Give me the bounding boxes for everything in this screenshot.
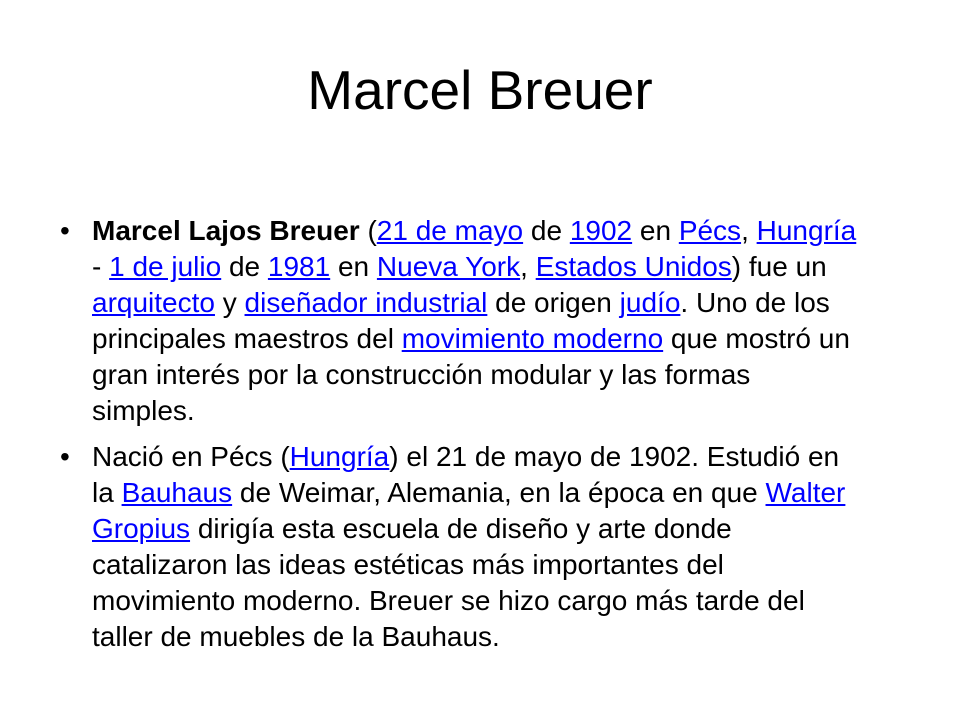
bullet-paragraph-biography xyxy=(60,213,860,429)
text-span: en xyxy=(330,251,377,282)
text-span: ) el 21 de mayo de 1902. Estudió en la xyxy=(92,441,840,508)
text-span: de origen xyxy=(487,287,620,318)
text-span: . Uno de los principales maestros del xyxy=(92,287,830,354)
link-hungria[interactable]: Hungría xyxy=(756,215,857,246)
bullet-icon: • xyxy=(60,215,70,246)
bullet-list xyxy=(60,213,860,655)
link-1902[interactable]: 1902 xyxy=(569,215,633,246)
text-span: y xyxy=(214,287,245,318)
link-1-de-julio[interactable]: 1 de julio xyxy=(109,251,222,282)
text-span: que mostró un gran interés por la construcción modular y las formas simples. xyxy=(92,323,850,426)
text-span: - xyxy=(92,251,110,282)
text-span: , xyxy=(741,215,757,246)
text-span: Nació en Pécs ( xyxy=(92,441,290,472)
link-movimiento-moderno[interactable]: movimiento moderno xyxy=(401,323,664,354)
text-span: en xyxy=(632,215,679,246)
link-pecs[interactable]: Pécs xyxy=(678,215,742,246)
text-span: ) fue un xyxy=(731,251,827,282)
text-span: , xyxy=(520,251,536,282)
text-span: de xyxy=(523,215,570,246)
text-span: dirigía esta escuela de diseño y arte donde catalizaron las ideas estéticas más importantes del movimiento moderno. Breuer se hizo cargo más tarde del taller de muebles de la Bauhaus. xyxy=(92,513,805,652)
link-estados-unidos[interactable]: Estados Unidos xyxy=(535,251,732,282)
link-bauhaus[interactable]: Bauhaus xyxy=(121,477,233,508)
link-1981[interactable]: 1981 xyxy=(267,251,331,282)
link-nueva-york[interactable]: Nueva York xyxy=(376,251,521,282)
link-disenador-industrial[interactable]: diseñador industrial xyxy=(244,287,488,318)
text-span: ( xyxy=(359,215,377,246)
text-span: de xyxy=(221,251,268,282)
link-arquitecto[interactable]: arquitecto xyxy=(92,287,215,318)
link-hungria[interactable]: Hungría xyxy=(289,441,390,472)
bullet-icon: • xyxy=(60,441,70,472)
link-21-de-mayo[interactable]: 21 de mayo xyxy=(376,215,524,246)
bullet-paragraph-bauhaus xyxy=(60,439,860,655)
text-span: de Weimar, Alemania, en la época en que xyxy=(232,477,766,508)
person-name: Marcel Lajos Breuer xyxy=(92,215,360,246)
link-judio[interactable]: judío xyxy=(619,287,681,318)
link-walter-gropius[interactable]: Walter Gropius xyxy=(92,477,846,544)
page-title: Marcel Breuer xyxy=(307,59,653,121)
